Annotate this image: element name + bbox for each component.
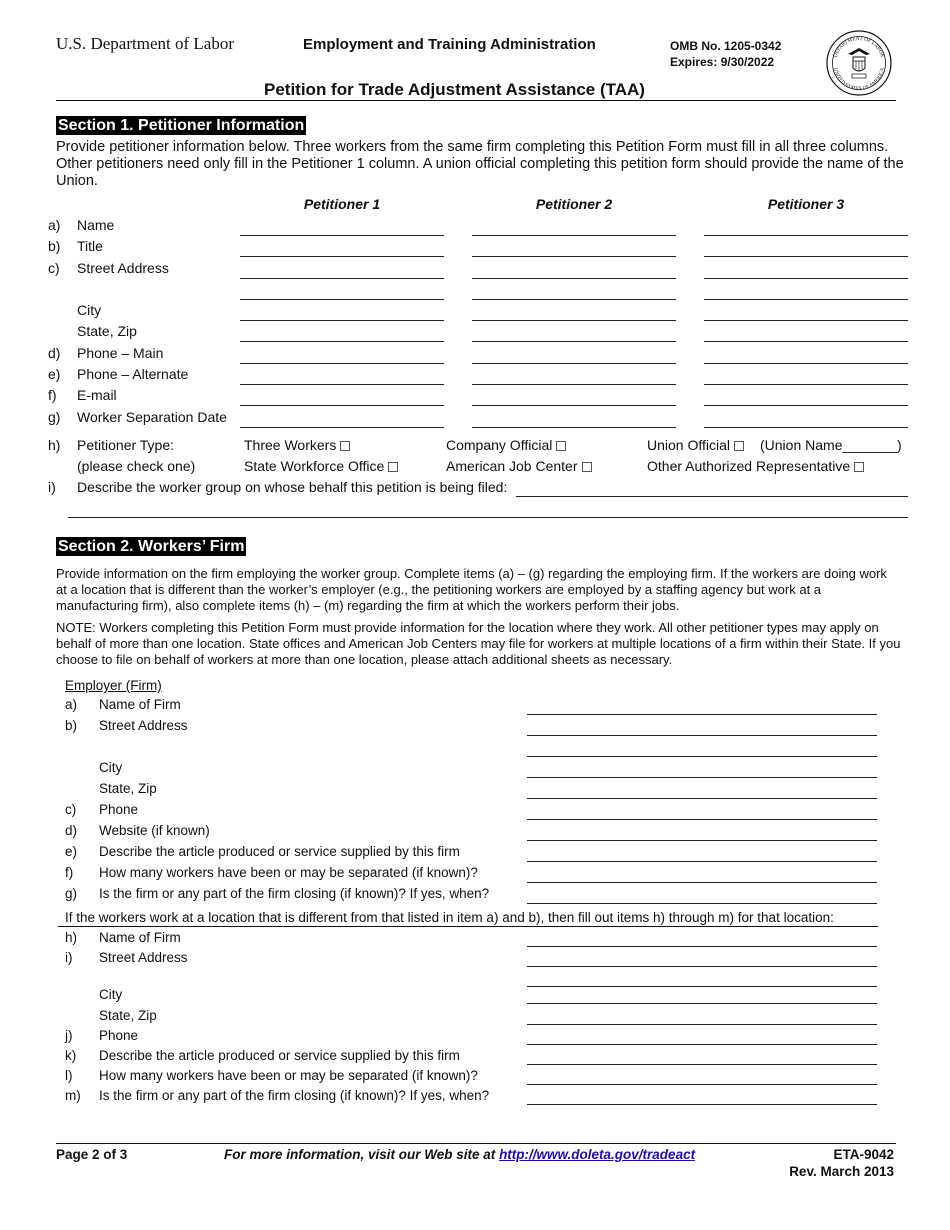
- employer-field[interactable]: [527, 777, 877, 778]
- row-letter: d): [65, 823, 78, 838]
- option-three-workers-label: Three Workers: [244, 437, 337, 453]
- petitioner1-field[interactable]: [240, 341, 444, 342]
- seal-text-bottom: UNITED STATES OF AMERICA: [832, 67, 886, 93]
- row-label: Street Address: [99, 718, 188, 733]
- petitioner1-field[interactable]: [240, 278, 444, 279]
- option-american-job-center-label: American Job Center: [446, 458, 578, 474]
- row-letter: l): [65, 1068, 73, 1083]
- petitioner1-field[interactable]: [240, 384, 444, 385]
- petitioner3-field[interactable]: [704, 427, 908, 428]
- row-label: Phone: [99, 802, 139, 817]
- petitioner1-column-header: Petitioner 1: [303, 196, 381, 212]
- row-label: Describe the article produced or service supplied by this firm: [99, 1048, 460, 1063]
- row-label: How many workers have been or may be separated (if known)?: [99, 1068, 478, 1083]
- option-state-workforce-office-label: State Workforce Office: [244, 458, 385, 474]
- row-letter: i): [65, 950, 73, 965]
- row-label: Is the firm or any part of the firm closing (if known)? If yes, when?: [99, 886, 490, 901]
- worker-group-description-field-line2[interactable]: [68, 517, 908, 518]
- omb-number: OMB No. 1205-0342: [670, 39, 782, 53]
- option-state-workforce-office: [244, 458, 398, 474]
- petitioner2-column-header: Petitioner 2: [535, 196, 613, 212]
- header-rule: [56, 100, 896, 101]
- row-letter: f): [65, 865, 74, 880]
- row-letter: c): [65, 802, 77, 817]
- row-label: How many workers have been or may be separated (if known)?: [99, 865, 478, 880]
- option-other-representative: [647, 458, 864, 474]
- petitioner2-field[interactable]: [472, 320, 676, 321]
- petitioner2-field[interactable]: [472, 278, 676, 279]
- petitioner3-field[interactable]: [704, 363, 908, 364]
- petitioner-type-sublabel: (please check one): [77, 458, 196, 474]
- employer-field[interactable]: [527, 798, 877, 799]
- agency-name: Employment and Training Administration: [303, 36, 596, 53]
- row-letter: j): [65, 1028, 73, 1043]
- section2-note: NOTE: Workers completing this Petition Form must provide information for the location where they work. All other petitioner types may apply on behalf of more than one location. State offices and American Job Centers may file for workers at multiple locations of a firm within their State. If you choose to file on behalf of workers at more than one location, please attach additional sheets as necessary.: [56, 620, 901, 667]
- svg-text:DEPARTMENT OF LABOR: [833, 36, 886, 59]
- row-letter: g): [48, 409, 61, 425]
- section1-intro: Provide petitioner information below. Three workers from the same firm completing this Petition Form must fill in all three columns. Other petitioners need only fill in the Petitioner 1 column. A union official completing this petition form should provide the name of the Union.: [56, 139, 904, 189]
- location-field[interactable]: [527, 966, 877, 967]
- petitioner3-field[interactable]: [704, 256, 908, 257]
- employer-field[interactable]: [527, 735, 877, 736]
- worker-group-description-label: Describe the worker group on whose behalf this petition is being filed:: [77, 479, 508, 495]
- employer-field[interactable]: [527, 840, 877, 841]
- employer-field[interactable]: [527, 903, 877, 904]
- row-label: Is the firm or any part of the firm closing (if known)? If yes, when?: [99, 1088, 490, 1103]
- row-label: Name of Firm: [99, 930, 181, 945]
- petitioner1-field[interactable]: [240, 320, 444, 321]
- row-label: Street Address: [77, 260, 169, 276]
- section2-intro: Provide information on the firm employing the worker group. Complete items (a) – (g) regarding the employing firm. If the workers are doing work at a location that is different than the worker’s employer (e.g., the petitioning workers are employed by a staffing agency but work at a manufacturing firm), also complete items (h) – (m) regarding the firm at which the workers perform their jobs.: [56, 566, 887, 613]
- item-h-letter: h): [48, 437, 61, 453]
- petitioner2-field[interactable]: [472, 341, 676, 342]
- option-american-job-center: [446, 458, 592, 474]
- american-job-center-checkbox[interactable]: [582, 462, 592, 472]
- option-union-official-label: Union Official: [647, 437, 731, 453]
- footer-info-text: For more information, visit our Web site at: [224, 1147, 496, 1162]
- row-label: Phone – Alternate: [77, 366, 189, 382]
- row-letter: a): [65, 697, 78, 712]
- employer-field[interactable]: [527, 714, 877, 715]
- row-label: Title: [77, 238, 103, 254]
- three-workers-checkbox[interactable]: [340, 441, 350, 451]
- petitioner2-field[interactable]: [472, 427, 676, 428]
- employer-field[interactable]: [527, 861, 877, 862]
- seal-text-top: DEPARTMENT OF LABOR: [832, 35, 886, 59]
- other-representative-checkbox[interactable]: [854, 462, 864, 472]
- petitioner2-field[interactable]: [472, 256, 676, 257]
- petitioner1-field[interactable]: [240, 235, 444, 236]
- item-i-letter: i): [48, 479, 56, 495]
- union-name-field[interactable]: (Union Name_______): [760, 437, 902, 453]
- petitioner1-field[interactable]: [240, 299, 444, 300]
- expiration-date: Expires: 9/30/2022: [670, 55, 775, 69]
- row-label: Name: [77, 217, 115, 233]
- petitioner1-field[interactable]: [240, 256, 444, 257]
- petitioner-type-label: Petitioner Type:: [77, 437, 175, 453]
- row-letter: d): [48, 345, 61, 361]
- petitioner3-field[interactable]: [704, 341, 908, 342]
- petitioner2-field[interactable]: [472, 235, 676, 236]
- row-label: State, Zip: [99, 781, 157, 796]
- form-revision: Rev. March 2013: [789, 1164, 894, 1179]
- location-field[interactable]: [527, 1044, 877, 1045]
- petitioner2-field[interactable]: [472, 299, 676, 300]
- form-number: ETA-9042: [833, 1147, 894, 1162]
- row-label: Phone: [99, 1028, 139, 1043]
- petitioner3-field[interactable]: [704, 384, 908, 385]
- petitioner3-field[interactable]: [704, 299, 908, 300]
- location-note-rule: [58, 926, 878, 927]
- option-company-official: [446, 437, 566, 453]
- row-letter: b): [65, 718, 78, 733]
- row-label: City: [99, 760, 123, 775]
- section1-heading: Section 1. Petitioner Information: [58, 117, 305, 134]
- row-letter: k): [65, 1048, 77, 1063]
- page-number: Page 2 of 3: [56, 1147, 128, 1162]
- location-field[interactable]: [527, 1003, 877, 1004]
- row-letter: e): [48, 366, 61, 382]
- petitioner2-field[interactable]: [472, 363, 676, 364]
- row-label: E-mail: [77, 387, 117, 403]
- row-letter: g): [65, 886, 78, 901]
- department-name: U.S. Department of Labor: [56, 34, 234, 53]
- footer-info: [224, 1147, 695, 1162]
- row-letter: m): [65, 1088, 81, 1103]
- petitioner3-field[interactable]: [704, 278, 908, 279]
- row-label: City: [77, 302, 102, 318]
- row-label: Worker Separation Date: [77, 409, 227, 425]
- form-title: Petition for Trade Adjustment Assistance (TAA): [264, 80, 645, 99]
- state-workforce-office-checkbox[interactable]: [388, 462, 398, 472]
- option-three-workers: [244, 437, 350, 453]
- petitioner1-field[interactable]: [240, 427, 444, 428]
- option-other-representative-label: Other Authorized Representative: [647, 458, 851, 474]
- location-note: If the workers work at a location that is different from that listed in item a) and b), then fill out items h) through m) for that location:: [65, 910, 834, 925]
- location-field[interactable]: [527, 1064, 877, 1065]
- footer-rule: [56, 1143, 896, 1144]
- location-field[interactable]: [527, 1104, 877, 1105]
- row-letter: a): [48, 217, 61, 233]
- petitioner2-field[interactable]: [472, 384, 676, 385]
- website-link[interactable]: http://www.doleta.gov/tradeact: [499, 1147, 696, 1162]
- row-label: Website (if known): [99, 823, 210, 838]
- company-official-checkbox[interactable]: [556, 441, 566, 451]
- row-label: Phone – Main: [77, 345, 164, 361]
- petitioner1-field[interactable]: [240, 405, 444, 406]
- department-seal-icon: [826, 30, 892, 96]
- row-label: City: [99, 987, 123, 1002]
- employer-field[interactable]: [527, 882, 877, 883]
- location-field[interactable]: [527, 946, 877, 947]
- employer-heading: Employer (Firm): [65, 678, 162, 693]
- employer-field[interactable]: [527, 819, 877, 820]
- petitioner3-field[interactable]: [704, 235, 908, 236]
- row-letter: h): [65, 930, 78, 945]
- row-label: Street Address: [99, 950, 188, 965]
- petitioner2-field[interactable]: [472, 405, 676, 406]
- location-field[interactable]: [527, 1024, 877, 1025]
- petitioner1-field[interactable]: [240, 363, 444, 364]
- employer-field[interactable]: [527, 756, 877, 757]
- row-letter: c): [48, 260, 60, 276]
- row-label: State, Zip: [77, 323, 137, 339]
- petitioner3-field[interactable]: [704, 320, 908, 321]
- row-label: State, Zip: [99, 1008, 157, 1023]
- option-company-official-label: Company Official: [446, 437, 553, 453]
- row-letter: e): [65, 844, 78, 859]
- petitioner3-column-header: Petitioner 3: [767, 196, 845, 212]
- row-label: Name of Firm: [99, 697, 181, 712]
- petitioner3-field[interactable]: [704, 405, 908, 406]
- union-official-checkbox[interactable]: [734, 441, 744, 451]
- row-letter: f): [48, 387, 57, 403]
- section2-heading: Section 2. Workers’ Firm: [58, 538, 245, 555]
- location-field[interactable]: [527, 986, 877, 987]
- row-letter: b): [48, 238, 61, 254]
- location-field[interactable]: [527, 1084, 877, 1085]
- row-label: Describe the article produced or service supplied by this firm: [99, 844, 460, 859]
- worker-group-description-field[interactable]: [516, 496, 908, 497]
- option-union-official: [647, 437, 744, 453]
